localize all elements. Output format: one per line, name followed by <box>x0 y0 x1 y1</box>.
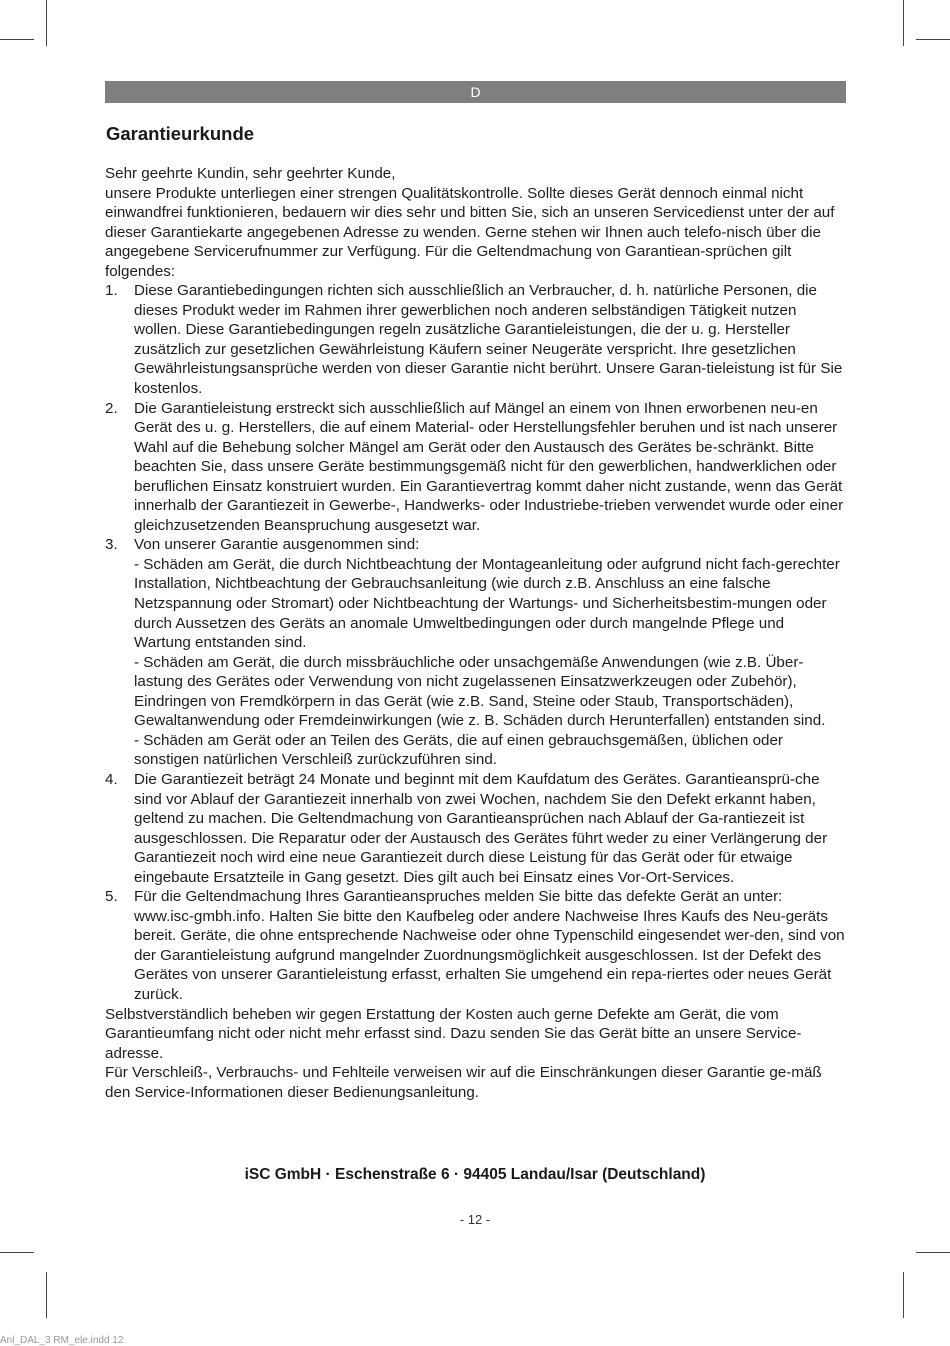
list-item-text: Diese Garantiebedingungen richten sich ausschließlich an Verbraucher, d. h. natürliche Personen, die dieses Produkt weder im Rahmen ihrer gewerblichen noch anderen selbständigen Tätigkeit nutzen wollen. Diese Garantiebedingungen regeln zusätzliche Garantieleistungen, die der u. g. Hersteller zusätzlich zur gesetzlichen Gewährleistung Käufern seiner Neugeräte verspricht. Ihre gesetzlichen Gewährleistungsansprüche werden von dieser Garantie nicht berührt. Unsere Garan-tieleistung ist für Sie kostenlos. <box>134 282 843 398</box>
greeting: Sehr geehrte Kundin, sehr geehrter Kunde, <box>105 165 396 182</box>
list-item-text: Von unserer Garantie ausgenommen sind: - Schäden am Gerät, die durch Nichtbeachtung der Montageanleitung oder aufgrund nicht fach-gerechter Installation, Nichtbeachtung der Gebrauchsanleitung (wie durch z.B. Anschluss an eine falsche Netzspannung oder Stromart) oder Nichtbeachtung der Wartungs- und Sicherheitsbestim-mungen oder durch Aussetzen des Geräts an anomale Umweltbedingungen oder durch mangelnde Pflege und Wartung entstanden sind. - Schäden am Gerät, die durch missbräuchliche oder unsachgemäße Anwendungen (wie z.B. Über-lastung des Gerätes oder Verwendung von nicht zugelassenen Einsatzwerkzeugen oder Zubehör), Eindringen von Fremdkörpern in das Gerät (wie z.B. Sand, Steine oder Staub, Transportschäden), Gewaltanwendung oder Fremdeinwirkungen (wie z. B. Schäden durch Herunterfallen) entstanden sind. - Schäden am Gerät oder an Teilen des Geräts, die auf einen gebrauchsgemäßen, üblichen oder sonstigen natürlichen Verschleiß zurückzuführen sind. <box>134 536 840 769</box>
list-item-number: 2. <box>105 399 118 417</box>
language-header-bar <box>105 81 846 103</box>
crop-mark <box>46 0 47 46</box>
crop-mark <box>903 0 904 46</box>
list-item <box>105 399 845 536</box>
crop-mark <box>903 1272 904 1318</box>
language-label: D <box>470 84 481 100</box>
list-item <box>105 281 845 398</box>
page-number: - 12 - <box>459 1212 491 1227</box>
list-item <box>105 887 845 1004</box>
crop-mark <box>916 1252 950 1253</box>
list-item-text: Für die Geltendmachung Ihres Garantieanspruches melden Sie bitte das defekte Gerät an unter: www.isc-gmbh.info. Halten Sie bitte den Kaufbeleg oder andere Nachweise Ihres Kaufs des Neu-geräts bereit. Geräte, die ohne entsprechende Nachweise oder ohne Typenschild eingesendet wer-den, sind von der Garantieleistung aufgrund mangelnder Zuordnungsmöglichkeit ausgeschlossen. Ist der Defekt des Gerätes von unserer Garantieleistung erfasst, erhalten Sie umgehend ein repa-riertes oder neues Gerät zurück. <box>134 888 845 1003</box>
warranty-body <box>105 164 845 1102</box>
list-item <box>105 535 845 770</box>
document-title: Garantieurkunde <box>106 123 255 144</box>
crop-mark <box>0 39 34 40</box>
crop-mark <box>46 1272 47 1318</box>
intro-paragraph: unsere Produkte unterliegen einer strengen Qualitätskontrolle. Sollte dieses Gerät dennoch einmal nicht einwandfrei funktionieren, bedauern wir dies sehr und bitten Sie, sich an unseren Servicedienst unter der auf dieser Garantiekarte angegebenen Adresse zu wenden. Gerne stehen wir Ihnen auch telefo-nisch über die angegebene Servicerufnummer zur Verfügung. Für die Geltendmachung von Garantiean-sprüchen gilt folgendes: <box>105 184 835 280</box>
outro-paragraph-2: Für Verschleiß-, Verbrauchs- und Fehlteile verweisen wir auf die Einschränkungen dieser Garantie ge-mäß den Service-Informationen dieser Bedienungsanleitung. <box>105 1064 822 1101</box>
crop-mark <box>916 39 950 40</box>
company-address: iSC GmbH · Eschenstraße 6 · 94405 Landau/Isar (Deutschland) <box>244 1166 706 1183</box>
list-item-number: 4. <box>105 770 118 788</box>
list-item-number: 3. <box>105 536 118 554</box>
list-item-text: Die Garantiezeit beträgt 24 Monate und beginnt mit dem Kaufdatum des Gerätes. Garantieansprü-che sind vor Ablauf der Garantiezeit innerhalb von zwei Wochen, nachdem Sie den Defekt erkannt haben, geltend zu machen. Die Geltendmachung von Garantieansprüchen nach Ablauf der Ga-rantiezeit ist ausgeschlossen. Die Reparatur oder der Austausch des Gerätes führt weder zu einer Verlängerung der Garantiezeit noch wird eine neue Garantiezeit durch diese Leistung für das Gerät oder für etwaige eingebaute Ersatzteile in Gang gesetzt. Dies gilt auch bei Einsatz eines Vor-Ort-Services. <box>134 770 828 886</box>
list-item-number: 5. <box>105 888 118 906</box>
print-file-code: Anl_DAL_3 RM_ele.indd 12 <box>0 1335 124 1346</box>
warranty-conditions-list <box>105 281 845 1004</box>
crop-mark <box>0 1252 34 1253</box>
list-item <box>105 770 845 887</box>
list-item-text: Die Garantieleistung erstreckt sich ausschließlich auf Mängel an einem von Ihnen erworbenen neu-en Gerät des u. g. Herstellers, die auf einem Material- oder Herstellungsfehler beruhen und ist nach unserer Wahl auf die Behebung solcher Mängel am Gerät oder den Austausch des Gerätes be-schränkt. Bitte beachten Sie, dass unsere Geräte bestimmungsgemäß nicht für den gewerblichen, handwerklichen oder beruflichen Einsatz konstruiert wurden. Ein Garantievertrag kommt daher nicht zustande, wenn das Gerät innerhalb der Garantiezeit in Gewerbe-, Handwerks- oder Industriebe-trieben verwendet wurde oder einer gleichzusetzenden Beanspruchung ausgesetzt war. <box>134 399 844 534</box>
outro-paragraph-1: Selbstverständlich beheben wir gegen Erstattung der Kosten auch gerne Defekte am Gerät, die vom Garantieumfang nicht oder nicht mehr erfasst sind. Dazu senden Sie das Gerät bitte an unsere Service-adresse. <box>105 1005 802 1062</box>
list-item-number: 1. <box>105 282 118 300</box>
